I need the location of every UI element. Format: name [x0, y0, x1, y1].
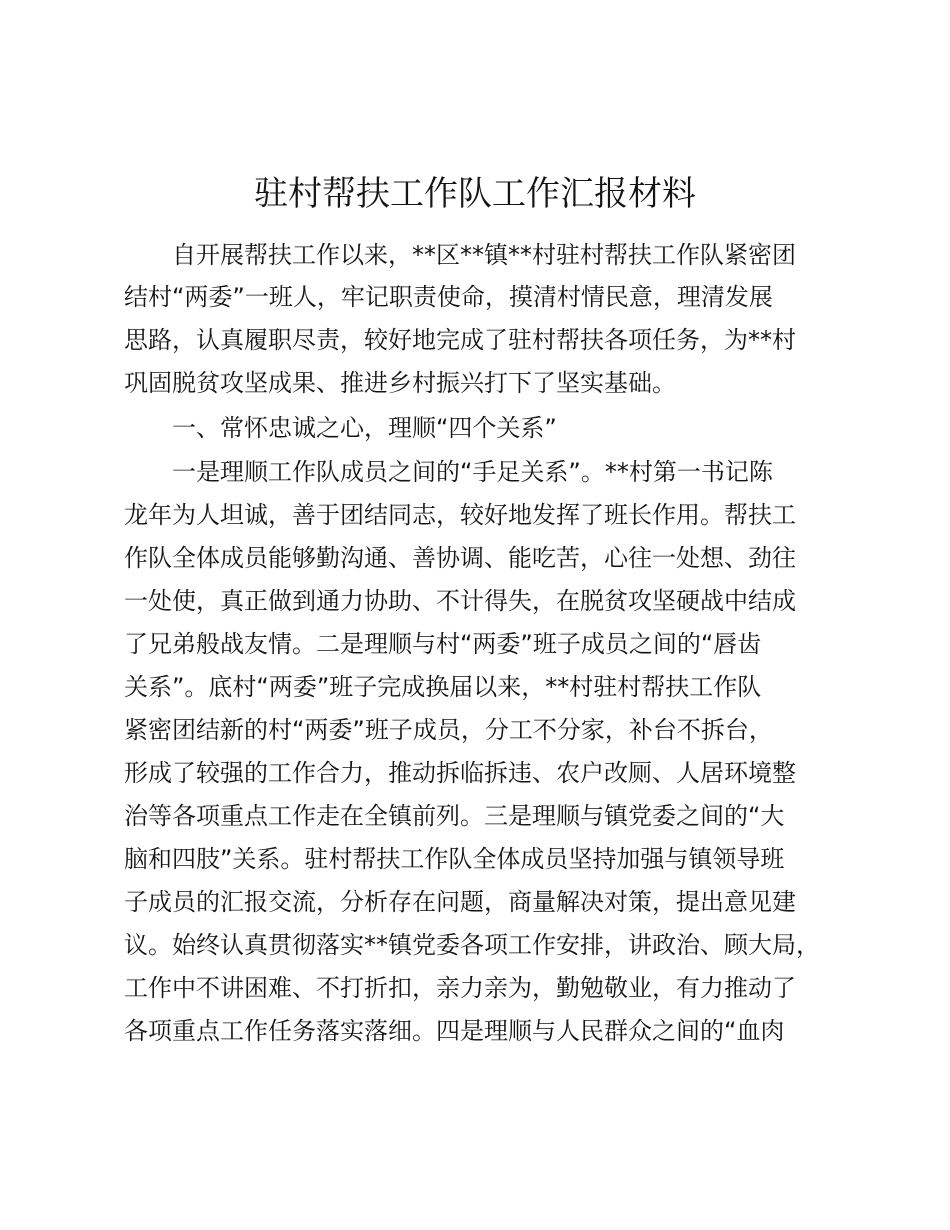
paragraph-line: 了兄弟般战友情。二是理顺与村“两委”班子成员之间的“唇齿	[124, 630, 762, 658]
section-heading: 一、常怀忠诚之心，理顺“四个关系”	[172, 414, 557, 442]
paragraph-line: 关系”。底村“两委”班子完成换届以来，**村驻村帮扶工作队	[124, 673, 762, 701]
paragraph-line: 龙年为人坦诚，善于团结同志，较好地发挥了班长作用。帮扶工	[124, 501, 796, 529]
paragraph-line: 子成员的汇报交流，分析存在问题，商量解决对策，提出意见建	[124, 888, 796, 916]
paragraph-line: 脑和四肢”关系。驻村帮扶工作队全体成员坚持加强与镇领导班	[124, 845, 785, 873]
paragraph-line: 思路，认真履职尽责，较好地完成了驻村帮扶各项任务，为**村	[124, 326, 796, 354]
paragraph-line: 巩固脱贫攻坚成果、推进乡村振兴打下了坚实基础。	[124, 369, 676, 397]
paragraph-line: 议。始终认真贯彻落实**镇党委各项工作安排，讲政治、顾大局，	[124, 931, 820, 959]
document-title: 驻村帮扶工作队工作汇报材料	[254, 174, 696, 214]
paragraph-line: 自开展帮扶工作以来，**区**镇**村驻村帮扶工作队紧密团	[172, 241, 796, 269]
paragraph-line: 一处使，真正做到通力协助、不计得失，在脱贫攻坚硬战中结成	[124, 587, 796, 615]
paragraph-line: 作队全体成员能够勤沟通、善协调、能吃苦，心往一处想、劲往	[124, 544, 796, 572]
paragraph-line: 形成了较强的工作合力，推动拆临拆违、农户改厕、人居环境整	[124, 759, 796, 787]
paragraph-line: 紧密团结新的村“两委”班子成员，分工不分家，补台不拆台，	[124, 716, 773, 744]
paragraph-line: 各项重点工作任务落实落细。四是理顺与人民群众之间的“血肉	[124, 1017, 785, 1045]
paragraph-line: 一是理顺工作队成员之间的“手足关系”。**村第一书记陈	[172, 458, 773, 486]
paragraph-line: 工作中不讲困难、不打折扣，亲力亲为，勤勉敬业，有力推动了	[124, 974, 796, 1002]
paragraph-line: 治等各项重点工作走在全镇前列。三是理顺与镇党委之间的“大	[124, 802, 785, 830]
paragraph-line: 结村“两委”一班人，牢记职责使命，摸清村情民意，理清发展	[124, 283, 773, 311]
